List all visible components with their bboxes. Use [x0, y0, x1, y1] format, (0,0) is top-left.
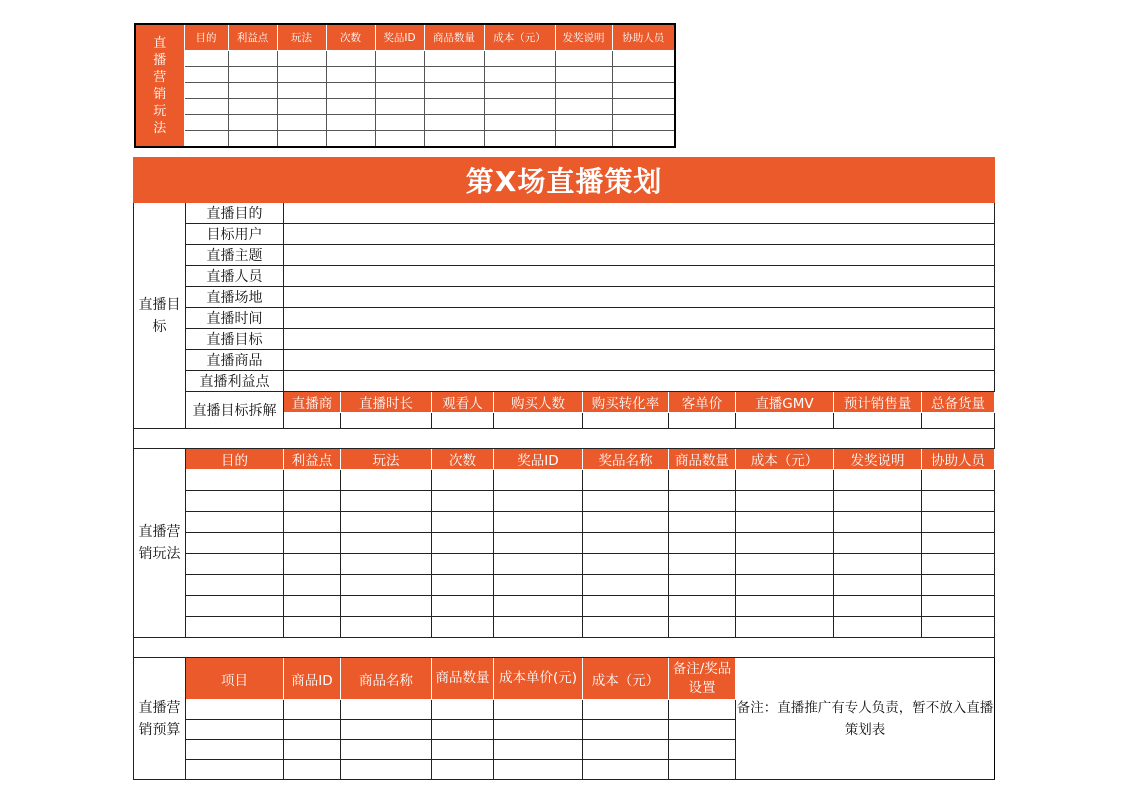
mini-row	[135, 99, 675, 115]
mini-header-cell: 奖品ID	[375, 24, 424, 51]
mini-side-char: 直	[153, 35, 167, 51]
goal-value-cell[interactable]	[284, 245, 995, 266]
budget-header-cell: 项目	[186, 658, 284, 700]
marketing-header-cell: 协助人员	[922, 449, 995, 470]
breakdown-header-row	[134, 392, 995, 413]
breakdown-label: 直播目标拆解	[186, 392, 284, 429]
marketing-header-cell: 玩法	[341, 449, 432, 470]
mini-header-cell: 次数	[326, 24, 375, 51]
marketing-row	[134, 470, 995, 491]
goal-row-label: 直播目标	[186, 329, 284, 350]
mini-header-cell: 商品数量	[424, 24, 484, 51]
goal-value-cell[interactable]	[284, 350, 995, 371]
mini-row	[135, 83, 675, 99]
goal-value-cell[interactable]	[284, 224, 995, 245]
marketing-header-cell: 目的	[186, 449, 284, 470]
budget-section-label: 直播营销预算	[134, 658, 186, 780]
mini-header-cell: 玩法	[277, 24, 326, 51]
breakdown-header-cell: 直播GMV	[736, 392, 834, 413]
budget-header-cell: 商品ID	[284, 658, 341, 700]
marketing-header-cell: 奖品名称	[583, 449, 669, 470]
goal-row-label: 直播目的	[186, 203, 284, 224]
goal-value-cell[interactable]	[284, 203, 995, 224]
goal-value-cell[interactable]	[284, 308, 995, 329]
mini-header-row	[135, 24, 675, 51]
mini-side-label	[135, 24, 184, 147]
breakdown-header-cell: 购买人数	[494, 392, 583, 413]
mini-side-char: 播	[153, 52, 167, 68]
goal-row-label: 直播时间	[186, 308, 284, 329]
goal-row-label: 直播商品	[186, 350, 284, 371]
marketing-header-row	[134, 449, 995, 470]
marketing-row	[134, 596, 995, 617]
goal-row-label: 直播利益点	[186, 371, 284, 392]
mini-header-cell: 协助人员	[612, 24, 675, 51]
mini-side-char: 销	[153, 86, 167, 102]
budget-header-cell: 商品名称	[341, 658, 432, 700]
marketing-header-cell: 利益点	[284, 449, 341, 470]
marketing-row	[134, 533, 995, 554]
budget-header-cell: 成本（元）	[583, 658, 669, 700]
marketing-section-label: 直播营销玩法	[134, 449, 186, 638]
goal-value-cell[interactable]	[284, 287, 995, 308]
goal-row	[134, 287, 995, 308]
mini-row	[135, 51, 675, 67]
marketing-row	[134, 575, 995, 596]
plan-title: 第X场直播策划	[134, 158, 995, 203]
breakdown-header-cell: 客单价	[669, 392, 736, 413]
mini-row	[135, 67, 675, 83]
marketing-header-cell: 发奖说明	[834, 449, 922, 470]
breakdown-header-cell: 预计销售量	[834, 392, 922, 413]
marketing-header-cell: 成本（元）	[736, 449, 834, 470]
goal-row	[134, 308, 995, 329]
goal-row	[134, 329, 995, 350]
breakdown-header-cell: 总备货量	[922, 392, 995, 413]
mini-side-char: 玩	[153, 103, 167, 119]
goal-row-label: 直播场地	[186, 287, 284, 308]
budget-header-cell: 商品数量	[432, 658, 494, 700]
mini-row	[135, 115, 675, 131]
live-plan-table	[133, 157, 995, 780]
marketing-row	[134, 617, 995, 638]
goal-value-cell[interactable]	[284, 266, 995, 287]
mini-row	[135, 131, 675, 148]
mini-header-cell: 利益点	[228, 24, 277, 51]
mini-side-char: 营	[153, 69, 167, 85]
goal-value-cell[interactable]	[284, 329, 995, 350]
breakdown-header-cell: 观看人	[432, 392, 494, 413]
goal-row	[134, 245, 995, 266]
breakdown-header-cell: 直播时长	[341, 392, 432, 413]
goals-section-label: 直播目标	[134, 203, 186, 429]
goal-row	[134, 224, 995, 245]
breakdown-header-cell: 直播商	[284, 392, 341, 413]
mini-header-cell: 目的	[184, 24, 228, 51]
goal-row-label: 直播人员	[186, 266, 284, 287]
goal-row	[134, 266, 995, 287]
mini-side-char: 法	[153, 120, 167, 136]
goal-value-cell[interactable]	[284, 371, 995, 392]
goal-row	[134, 203, 995, 224]
title-row	[134, 158, 995, 203]
breakdown-header-cell: 购买转化率	[583, 392, 669, 413]
mini-marketing-table	[134, 23, 676, 148]
goal-row	[134, 350, 995, 371]
budget-header-cell: 成本单价(元)	[494, 658, 583, 700]
spacer-row	[134, 429, 995, 449]
marketing-row	[134, 512, 995, 533]
budget-header-cell: 备注/奖品设置	[669, 658, 736, 700]
spacer-row	[134, 638, 995, 658]
mini-header-cell: 成本（元）	[484, 24, 555, 51]
mini-header-cell: 发奖说明	[555, 24, 612, 51]
goal-row-label: 目标用户	[186, 224, 284, 245]
goal-row-label: 直播主题	[186, 245, 284, 266]
marketing-row	[134, 554, 995, 575]
marketing-header-cell: 商品数量	[669, 449, 736, 470]
budget-header-row	[134, 658, 995, 700]
goal-row	[134, 371, 995, 392]
marketing-row	[134, 491, 995, 512]
budget-note: 备注：直播推广有专人负责，暂不放入直播策划表	[736, 658, 995, 780]
marketing-header-cell: 奖品ID	[494, 449, 583, 470]
marketing-header-cell: 次数	[432, 449, 494, 470]
